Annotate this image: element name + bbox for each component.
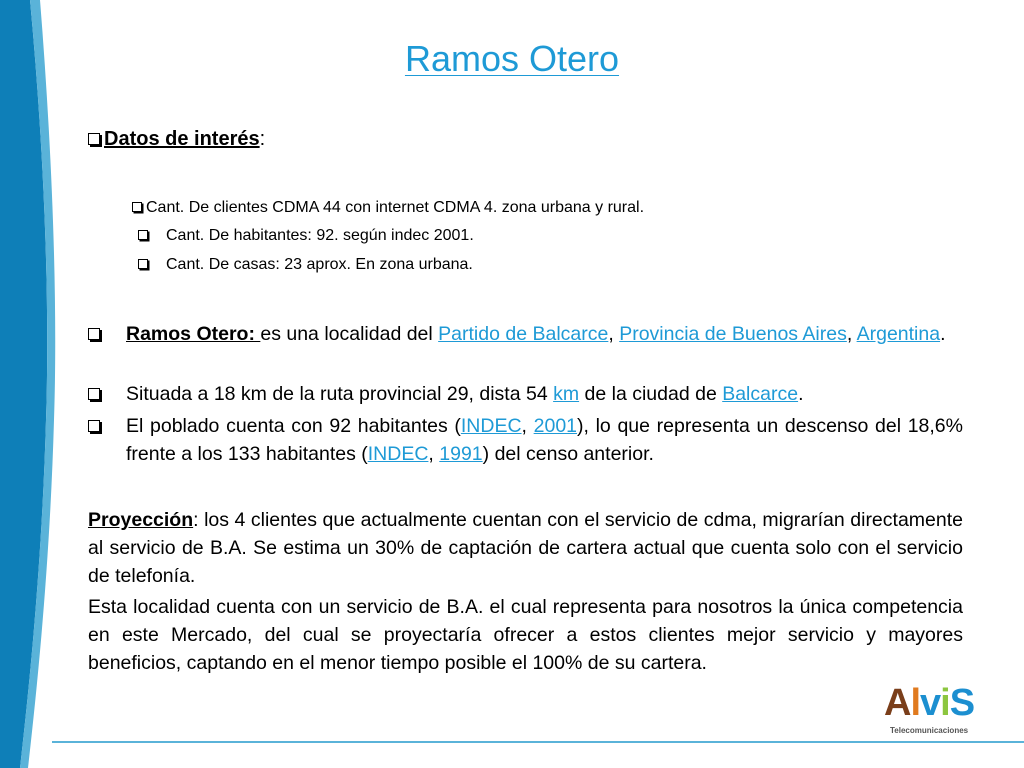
sub-item — [138, 227, 474, 245]
checkbox-bullet-icon — [138, 230, 148, 240]
sub-item-text: Cant. De habitantes: 92. según indec 2001. — [166, 227, 474, 244]
bottom-divider — [52, 741, 1024, 743]
proyeccion-paragraph — [88, 506, 963, 590]
datos-heading — [88, 128, 265, 151]
checkbox-bullet-icon — [132, 202, 142, 212]
bullet-item-ramos-otero — [88, 320, 963, 348]
link-1991[interactable]: 1991 — [439, 443, 483, 465]
link-indec[interactable]: INDEC — [460, 415, 522, 437]
link-balcarce[interactable]: Balcarce — [722, 383, 799, 405]
link-provincia-de-buenos-aires[interactable]: Provincia de Buenos Aires — [619, 323, 847, 345]
sub-item-text: Cant. De clientes CDMA 44 con internet CDMA 4. zona urbana y rural. — [146, 199, 645, 216]
bullet-item-situada — [88, 380, 963, 408]
proyeccion-label: Proyección — [88, 509, 194, 531]
left-decorative-band — [0, 0, 60, 768]
bullet-text: El poblado cuenta con 92 habitantes (INDEC, 2001), lo que representa un descenso del 18,6% frente a los 133 habitantes (INDEC, 1991) del censo anterior. — [126, 415, 963, 465]
sub-item — [138, 256, 473, 274]
proyeccion-text: : los 4 clientes que actualmente cuentan con el servicio de cdma, migrarían directamente al servicio de B.A. Se estima un 30% de captación de cartera actual que cuenta solo con el servicio de telefonía. — [88, 509, 963, 587]
datos-label: Datos de interés — [104, 128, 260, 150]
link-2001[interactable]: 2001 — [533, 415, 578, 437]
link-argentina[interactable]: Argentina — [856, 323, 941, 345]
checkbox-bullet-icon — [138, 259, 148, 269]
slide-title: Ramos Otero — [404, 38, 620, 79]
logo-wordmark: AlviS — [884, 682, 975, 724]
checkbox-bullet-icon — [88, 388, 100, 400]
link-partido-de-balcarce[interactable]: Partido de Balcarce — [438, 323, 609, 345]
closing-paragraph: Esta localidad cuenta con un servicio de B.A. el cual representa para nosotros la única competencia en este Mercado, del cual se proyectaría ofrecer a estos clientes mejor servicio y mayores beneficios, captando en el menor tiempo posible el 100% de su cartera. — [88, 596, 963, 674]
link-indec[interactable]: INDEC — [367, 443, 429, 465]
logo-subtitle: Telecomunicaciones — [890, 726, 969, 735]
bullet-text: Situada a 18 km de la ruta provincial 29, dista 54 km de la ciudad de Balcarce. — [126, 383, 804, 405]
link-km[interactable]: km — [553, 383, 580, 405]
checkbox-bullet-icon — [88, 420, 100, 432]
bullet-item-poblado — [88, 412, 963, 468]
sub-item-text: Cant. De casas: 23 aprox. En zona urbana. — [166, 256, 473, 273]
datos-colon: : — [259, 128, 266, 150]
checkbox-bullet-icon — [88, 328, 100, 340]
sub-item — [132, 199, 644, 217]
bullet-text: Ramos Otero: es una localidad del Partido de Balcarce, Provincia de Buenos Aires, Argentina. — [126, 323, 946, 345]
alvis-logo — [884, 684, 994, 740]
checkbox-bullet-icon — [88, 133, 100, 145]
